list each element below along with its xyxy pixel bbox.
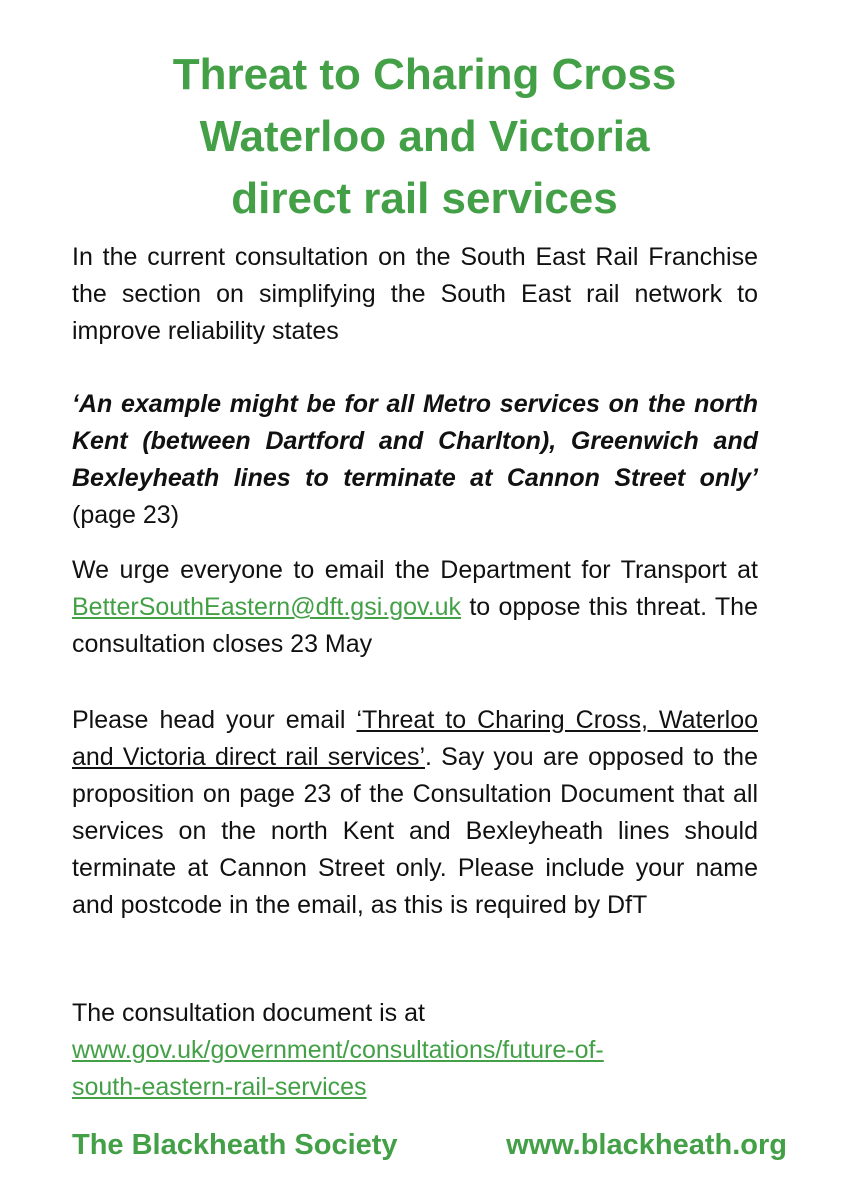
footer-website[interactable]: www.blackheath.org: [506, 1129, 787, 1161]
page-reference: (page 23): [72, 501, 180, 529]
title-line-3: direct rail services: [231, 174, 618, 223]
consultation-quote: ‘An example might be for all Metro services on the north Kent (between Dartford and Charlton), Greenwich and Bexleyheath lines to terminate at Cannon Street only’: [72, 390, 758, 492]
consultation-url-line-1: www.gov.uk/government/consultations/future-of-: [72, 1036, 604, 1064]
title-line-1: Threat to Charing Cross: [172, 50, 677, 99]
email-instructions-body: . Say you are opposed to the proposition on page 23 of the Consultation Document that all services on the north Kent and Bexleyheath lines should terminate at Cannon Street only. Please include your name and postcode in the email, as this is required by DfT: [72, 743, 758, 919]
email-instructions-paragraph: [72, 702, 758, 924]
email-instructions-intro: Please head your email: [72, 706, 357, 734]
consultation-url-link[interactable]: [72, 1036, 604, 1101]
dft-email-link[interactable]: BetterSouthEastern@dft.gsi.gov.uk: [72, 593, 462, 621]
quote-paragraph: [72, 386, 758, 534]
document-location-text: The consultation document is at: [72, 999, 425, 1027]
intro-paragraph: [72, 239, 758, 350]
email-request-text: We urge everyone to email the Department for Transport at: [72, 556, 758, 584]
intro-text: In the current consultation on the South East Rail Franchise the section on simplifying the South East rail network to improve reliability states: [72, 243, 758, 345]
email-request-paragraph: [72, 552, 758, 663]
consultation-url-line-2: south-eastern-rail-services: [72, 1073, 367, 1101]
title-line-2: Waterloo and Victoria: [199, 112, 650, 161]
footer-organisation: The Blackheath Society: [72, 1129, 398, 1161]
email-subject-line: ‘Threat to Charing Cross, Waterloo and Victoria direct rail services’: [72, 706, 759, 771]
document-location-paragraph: [72, 995, 758, 1106]
email-request-closing: to oppose this threat. The consultation closes 23 May: [72, 593, 758, 658]
flyer-title: [0, 44, 849, 230]
